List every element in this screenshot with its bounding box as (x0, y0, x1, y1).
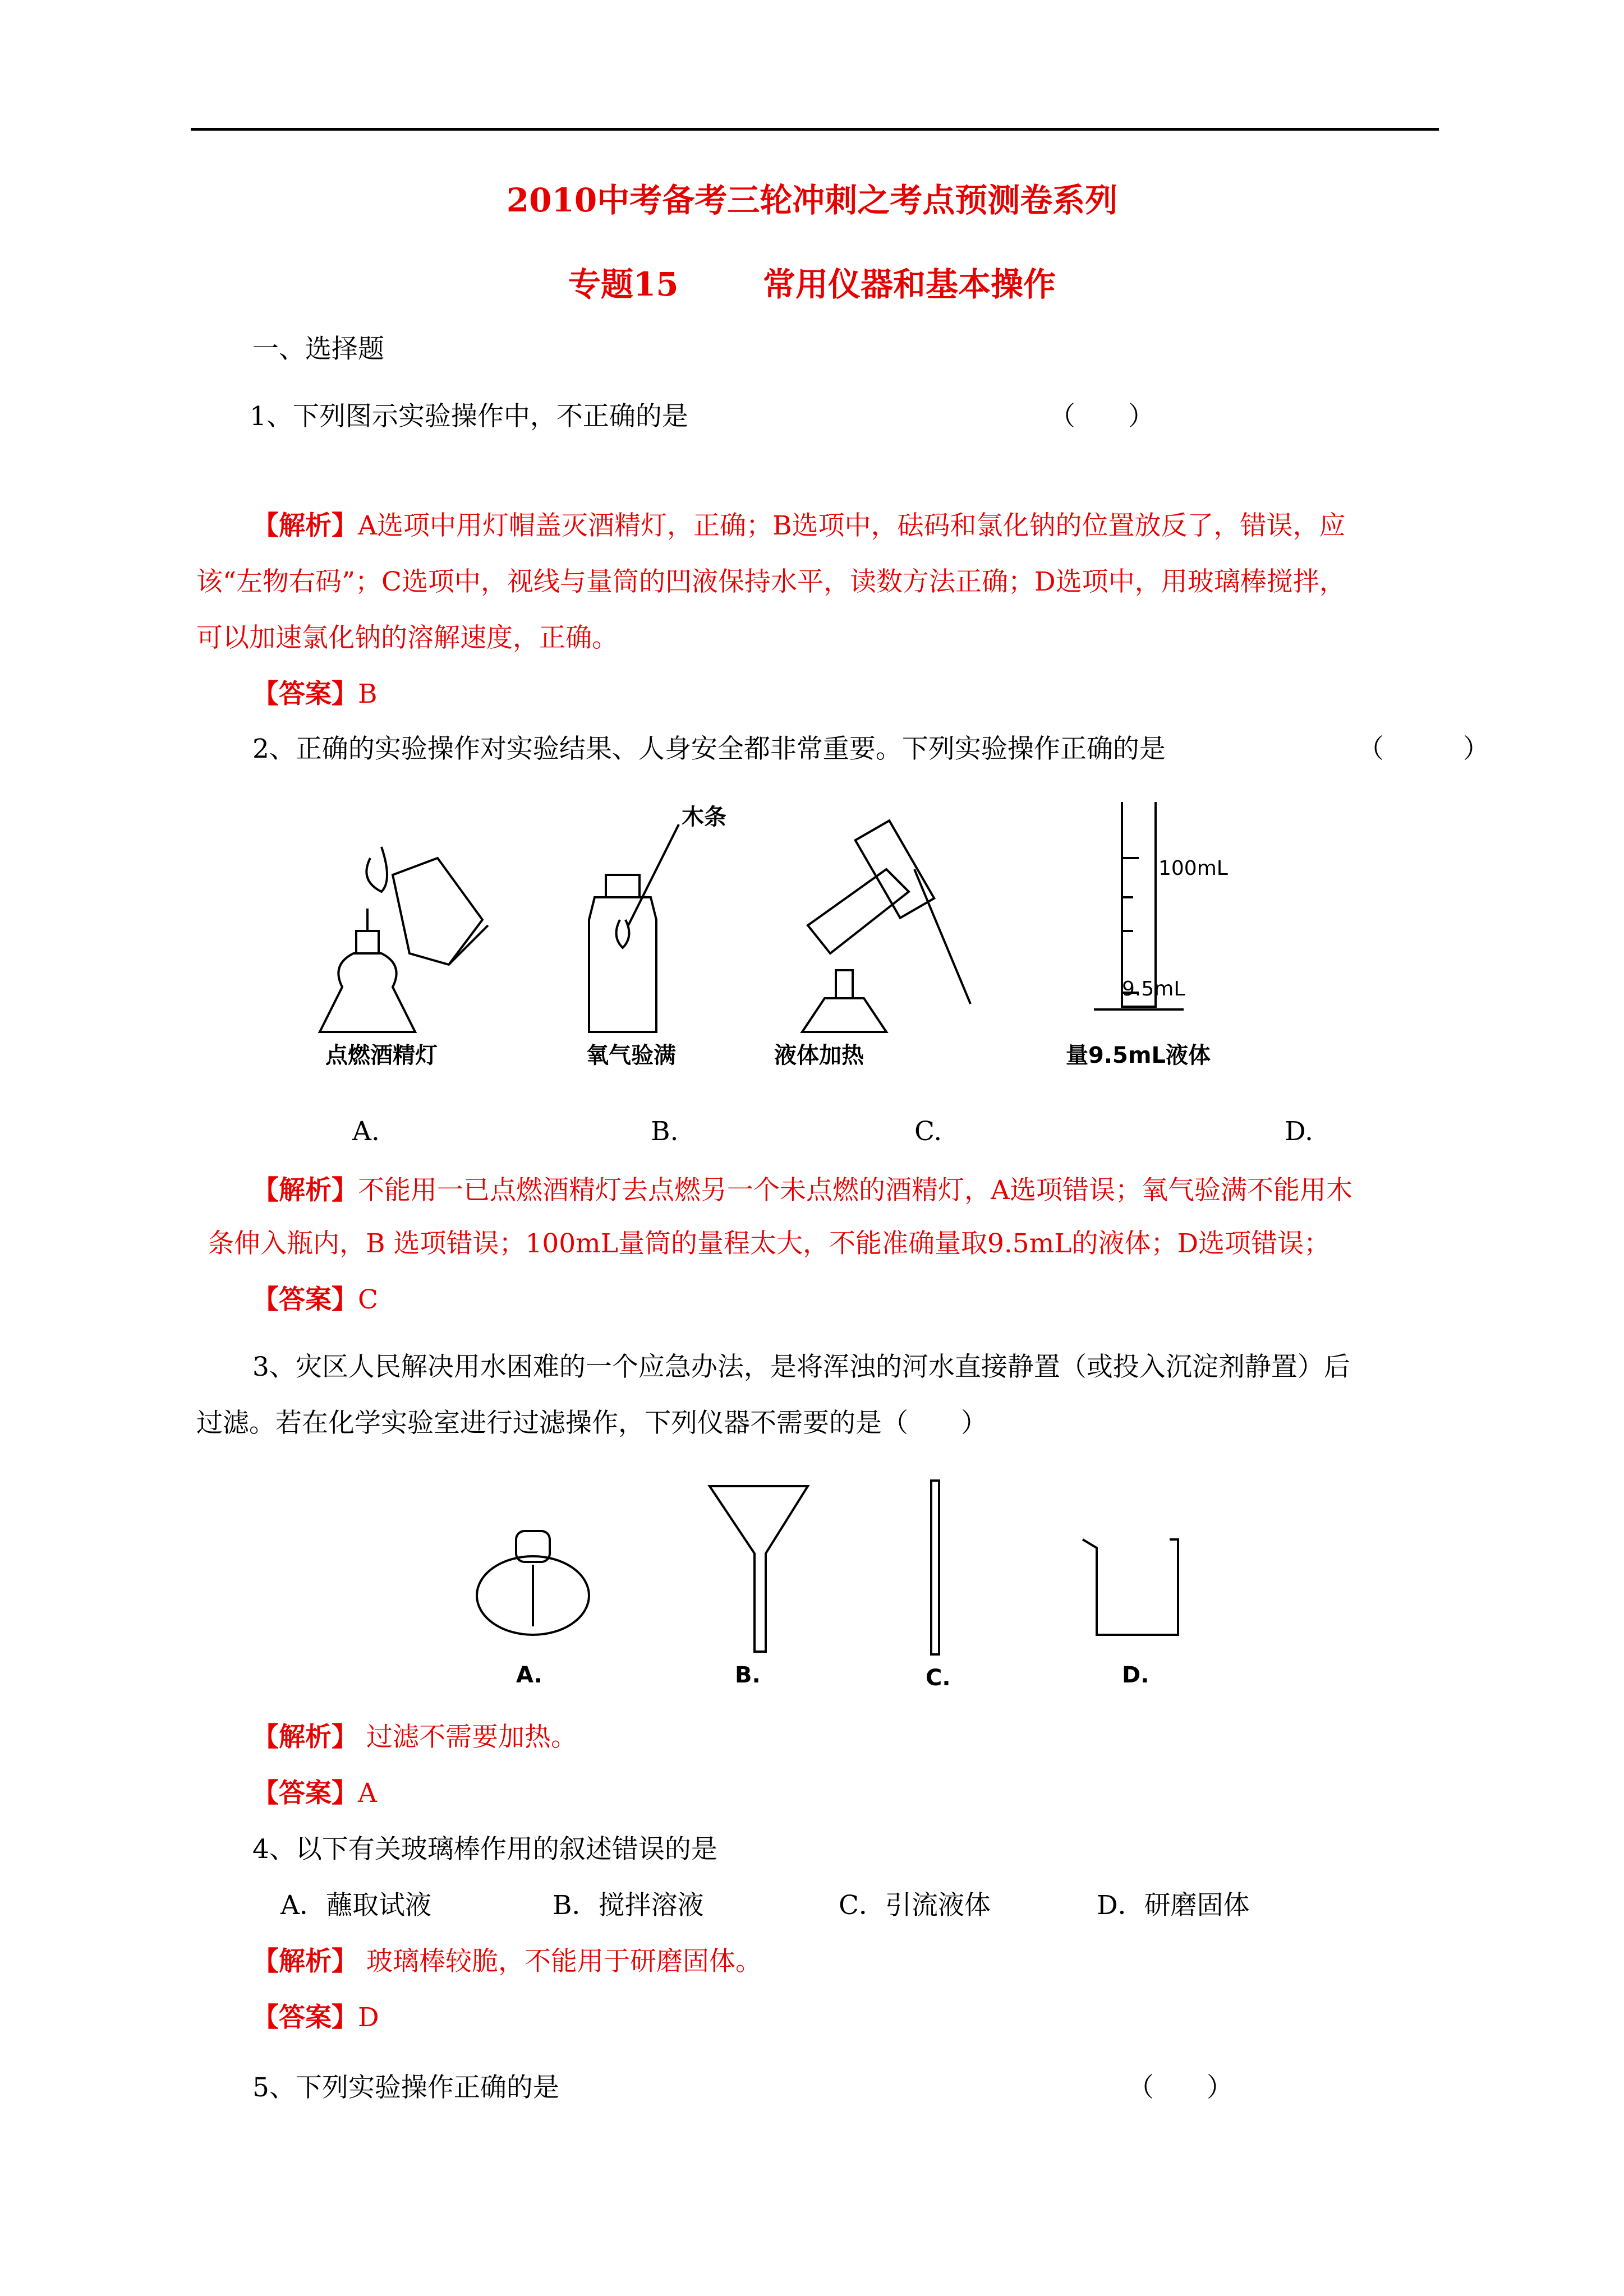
q4-analysis-text: 玻璃棒较脆，不能用于研磨固体。 (358, 1946, 762, 1977)
caption-c: 液体加热 (774, 1043, 864, 1068)
q4-option-a: A．蘸取试液 (280, 1890, 431, 1921)
page-title: 2010中考备考三轮冲刺之考点预测卷系列 (506, 181, 1118, 219)
q3-answer-tag: 【答案】 (252, 1778, 358, 1809)
q3-label-c: C. (926, 1665, 951, 1691)
subtitle-number: 专题15 (568, 265, 679, 303)
q3-text-line2: 过滤。若在化学实验室进行过滤操作，下列仪器不需要的是（ ） (196, 1408, 987, 1439)
q1-text: 1、下列图示实验操作中，不正确的是 (250, 401, 688, 432)
q1-answer-value: B (358, 679, 378, 709)
caption-d: 量9.5mL液体 (1066, 1043, 1211, 1068)
q1-analysis-text: A选项中用灯帽盖灭酒精灯，正确；B选项中，砝码和氯化钠的位置放反了，错误，应 (358, 510, 1346, 541)
q4-analysis-tag: 【解析】 (252, 1946, 358, 1977)
subtitle-text: 常用仪器和基本操作 (763, 265, 1056, 303)
q4-option-c: C．引流液体 (839, 1890, 991, 1921)
q2-answer-value: C (358, 1284, 378, 1315)
q1-answer-tag: 【答案】 (252, 679, 358, 709)
beaker-icon (1083, 1539, 1178, 1635)
caption-a: 点燃酒精灯 (325, 1043, 438, 1068)
q3-label-d: D. (1122, 1662, 1149, 1688)
q5-text: 5、下列实验操作正确的是 (252, 2072, 559, 2103)
q3-analysis-text: 过滤不需要加热。 (358, 1722, 577, 1753)
q4-option-d: D．研磨固体 (1097, 1890, 1250, 1921)
q3-answer-value: A (358, 1778, 377, 1809)
section-heading: 一、选择题 (252, 334, 384, 365)
q2-option-d: D. (1285, 1116, 1313, 1147)
cylinder-bottom-label: 9.5mL (1122, 978, 1185, 1001)
q4-answer-tag: 【答案】 (252, 2002, 358, 2033)
q3-label-a: A. (516, 1662, 542, 1688)
q2-option-a: A. (352, 1116, 380, 1147)
q4-text: 4、以下有关玻璃棒作用的叙述错误的是 (252, 1834, 717, 1865)
q3-analysis (252, 1716, 577, 1754)
q2-option-c: C. (914, 1116, 942, 1147)
q2-paren: （ ） (1358, 734, 1489, 764)
q1-paren: （ ） (1049, 401, 1154, 432)
q3-answer (252, 1772, 377, 1810)
cylinder-top-label: 100mL (1158, 857, 1228, 880)
q1-analysis-tag: 【解析】 (252, 510, 358, 541)
q4-answer-value: D (358, 2002, 379, 2033)
q2-analysis-line2: 条伸入瓶内，B 选项错误；100mL量筒的量程太大，不能准确量取9.5mL的液体；D选项错误； (208, 1228, 1331, 1259)
q3-analysis-tag: 【解析】 (252, 1722, 358, 1753)
q1-analysis-line2: 该“左物右码”；C选项中，视线与量筒的凹液保持水平，读数方法正确；D选项中，用玻璃棒搅拌， (196, 566, 1346, 597)
alcohol-lamp-icon (477, 1531, 589, 1635)
stick-label: 木条 (682, 804, 726, 830)
q2-analysis-tag: 【解析】 (252, 1175, 358, 1206)
glass-rod-icon (931, 1481, 939, 1654)
q4-analysis (252, 1940, 762, 1978)
funnel-icon (710, 1486, 808, 1652)
q2-option-b: B. (651, 1116, 679, 1147)
q2-text: 2、正确的实验操作对实验结果、人身安全都非常重要。下列实验操作正确的是 (252, 734, 1166, 764)
q3-text-line1: 3、灾区人民解决用水困难的一个应急办法，是将浑浊的河水直接静置（或投入沉淀剂静置）后 (252, 1352, 1350, 1382)
q2-analysis-text: 不能用一已点燃酒精灯去点燃另一个未点燃的酒精灯，A选项错误；氧气验满不能用木 (358, 1175, 1352, 1206)
q2-answer-tag: 【答案】 (252, 1284, 358, 1315)
q1-analysis-line3: 可以加速氯化钠的溶解速度，正确。 (196, 623, 618, 653)
q4-option-b: B．搅拌溶液 (553, 1890, 704, 1921)
q4-answer (252, 1997, 379, 2034)
q3-label-b: B. (735, 1662, 761, 1688)
q5-paren: （ ） (1128, 2072, 1233, 2103)
caption-b: 氧气验满 (586, 1043, 676, 1068)
